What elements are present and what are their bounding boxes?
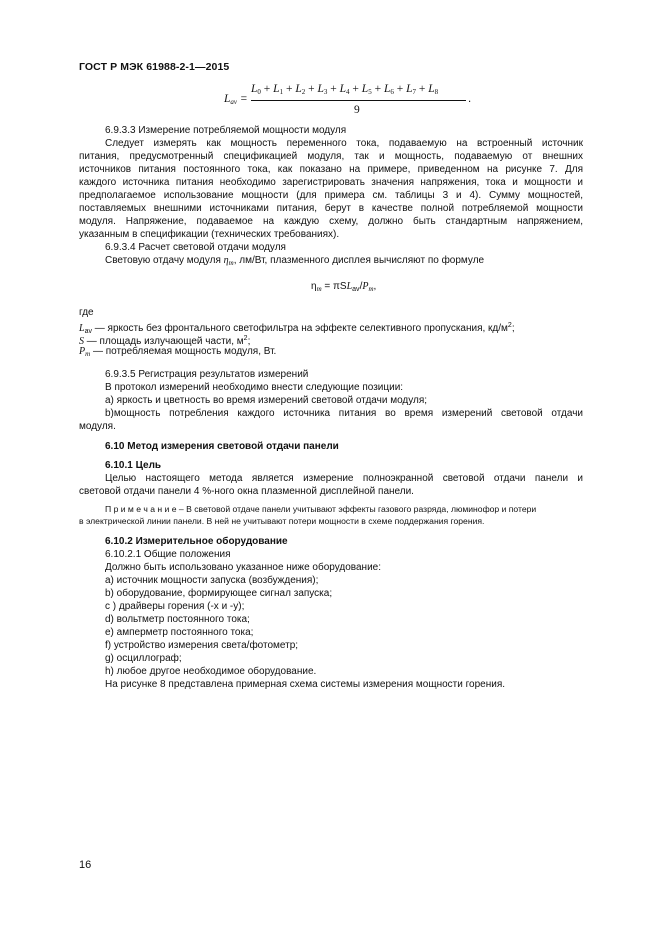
formula-efficacy xyxy=(311,280,376,296)
formula-P: P xyxy=(362,281,369,292)
formula-term-subscript: 1 xyxy=(279,88,284,96)
section-6933-last-line: указанным в спецификации (технических требованиях). xyxy=(79,229,340,240)
formula-term: L xyxy=(428,83,435,95)
formula-plus: + xyxy=(283,83,296,95)
formula-term-subscript: 3 xyxy=(323,88,328,96)
formula-plus: + xyxy=(416,83,429,95)
section-6933-line: питания, предусмотренный спецификацией модуля, так и мощность, подаваемую от внешних xyxy=(79,151,583,162)
formula-lhs xyxy=(224,93,248,106)
formula-term-subscript: 7 xyxy=(412,88,416,96)
formula-term-subscript: 4 xyxy=(346,88,350,96)
section-61021-heading: 6.10.2.1 Общие положения xyxy=(105,549,231,560)
symbol-sub: av xyxy=(84,328,92,335)
formula-term-subscript: 2 xyxy=(301,88,306,96)
section-61021-intro: Должно быть использовано указанное ниже оборудование: xyxy=(105,562,381,573)
list-item: e) амперметр постоянного тока; xyxy=(105,627,254,638)
section-6933-heading: 6.9.3.3 Измерение потребляемой мощности модуля xyxy=(105,125,347,136)
symbol: S xyxy=(79,336,84,347)
document-header: ГОСТ Р МЭК 61988-2-1—2015 xyxy=(79,61,230,73)
list-item: f) устройство измерения света/фотометр; xyxy=(105,640,299,651)
section-6101-line: световой отдачи панели 4 %-ного окна плазменной дисплейной панели. xyxy=(79,486,414,497)
section-6933-line: предполагаемое использование мощности (для примера см. таблицы 3 и 4). Сумму мощностей, xyxy=(79,190,583,201)
section-6935-item-b-cont: модуля. xyxy=(79,421,116,432)
note-line-2: в электрической линии панели. В ней не учитывают потери мощности в схеме поддержания горения. xyxy=(79,516,485,526)
definition: — потребляемая мощность модуля, Вт. xyxy=(90,346,277,357)
text-span: , лм/Вт, плазменного дисплея вычисляют по формуле xyxy=(233,255,485,266)
formula-term: L xyxy=(383,83,391,95)
formula-lhs-symbol: L xyxy=(224,93,231,105)
note-label: П р и м е ч а н и е xyxy=(105,504,177,514)
formula-equals: = xyxy=(239,93,248,105)
symbol: P xyxy=(79,346,86,357)
definition: — яркость без фронтального светофильтра на эффекте селективного пропускания, кд/м xyxy=(91,323,508,334)
section-6934-heading: 6.9.3.4 Расчет световой отдачи модуля xyxy=(105,242,286,253)
formula-eta: η xyxy=(311,281,317,292)
note-text: – В световой отдаче панели учитывают эффекты газового разряда, люминофор и потери xyxy=(176,504,537,514)
section-610-heading: 6.10 Метод измерения световой отдачи панели xyxy=(105,441,339,452)
section-6101-heading: 6.10.1 Цель xyxy=(105,460,162,471)
formula-plus: + xyxy=(327,83,340,95)
formula-comma: , xyxy=(373,281,377,292)
text-span: Световую отдачу модуля xyxy=(105,255,224,266)
punct: ; xyxy=(511,323,515,334)
fraction-bar xyxy=(251,100,466,101)
section-6101-line: Целью настоящего метода является измерение полноэкранной световой отдачи панели и xyxy=(105,473,583,484)
section-6935-item-a: a) яркость и цветность во время измерений световой отдачи модуля; xyxy=(105,395,428,406)
punct: ; xyxy=(247,336,251,347)
section-6935-intro: В протокол измерений необходимо внести следующие позиции: xyxy=(105,382,404,393)
eta-subscript: m xyxy=(228,259,234,267)
formula-term-subscript: 8 xyxy=(434,88,439,96)
formula-term: L xyxy=(295,83,302,95)
formula-denominator: 9 xyxy=(354,104,360,116)
formula-P-sub: m xyxy=(368,285,374,293)
list-item: g) осциллограф; xyxy=(105,653,182,664)
formula-L: L xyxy=(346,281,353,292)
superscript: 2 xyxy=(507,322,512,329)
symbol: L xyxy=(79,323,85,334)
section-6102-heading: 6.10.2 Измерительное оборудование xyxy=(105,536,288,547)
formula-L-sub: av xyxy=(352,286,360,293)
section-6933-line: Следует измерять как мощность переменного тока, подаваемую на встроенный источник xyxy=(105,138,583,149)
formula-plus: + xyxy=(371,83,384,95)
formula-eq: = πS xyxy=(321,281,347,292)
list-item: а) источник мощности запуска (возбуждения); xyxy=(105,575,319,586)
page-number: 16 xyxy=(79,859,92,871)
superscript: 2 xyxy=(243,335,248,342)
where-line-3 xyxy=(79,345,276,361)
list-item: b) оборудование, формирующее сигнал запуска; xyxy=(105,588,333,599)
formula-plus: + xyxy=(260,83,274,95)
formula-numerator xyxy=(251,83,438,96)
section-6933-line: поставляемых внешними источниками питания, берут в качестве полной потребляемой мощности xyxy=(79,203,583,214)
formula-eta-sub: m xyxy=(316,285,322,293)
list-item: d) вольтметр постоянного тока; xyxy=(105,614,250,625)
formula-plus: + xyxy=(349,83,362,95)
list-item: h) любое другое необходимое оборудование. xyxy=(105,666,317,677)
definition: — площадь излучающей части, м xyxy=(84,336,244,347)
formula-plus: + xyxy=(305,83,318,95)
formula-term: L xyxy=(273,83,280,95)
formula-slash: / xyxy=(359,281,363,292)
where-label: где xyxy=(79,307,94,318)
section-6935-heading: 6.9.3.5 Регистрация результатов измерений xyxy=(105,369,309,380)
formula-term: L xyxy=(406,83,413,95)
eta-symbol: η xyxy=(223,255,229,266)
section-6933-line: модуля. Напряжение, подаваемое на каждую схему, должно быть стандартным напряжением, xyxy=(79,216,583,227)
formula-term: L xyxy=(339,83,347,95)
formula-term: L xyxy=(317,83,324,95)
section-6933-line: каждого источника питания необходимо зарегистрировать значения напряжения, тока и мощности и xyxy=(79,177,583,188)
formula-end: . xyxy=(468,93,472,105)
formula-lhs-subscript: av xyxy=(230,98,238,106)
formula-term: L xyxy=(361,83,369,95)
formula-plus: + xyxy=(393,83,407,95)
formula-term-subscript: 6 xyxy=(390,88,394,96)
section-61021-closing: На рисунке 8 представлена примерная схема системы измерения мощности горения. xyxy=(105,679,506,690)
symbol-sub: m xyxy=(85,350,91,358)
formula-term-subscript: 5 xyxy=(368,88,372,96)
section-6934-text xyxy=(105,254,484,270)
section-6935-item-b: b)мощность потребления каждого источника питания во время измерений световой отдачи xyxy=(105,408,583,419)
formula-term-subscript: 0 xyxy=(257,88,261,96)
note-line-1 xyxy=(105,503,536,515)
list-item: c ) драйверы горения (-x и -y); xyxy=(105,601,245,612)
section-6933-line: источников питания постоянного тока, как показано на примере, приведенном на рисунке 7. Для xyxy=(79,164,583,175)
formula-term: L xyxy=(251,83,258,95)
